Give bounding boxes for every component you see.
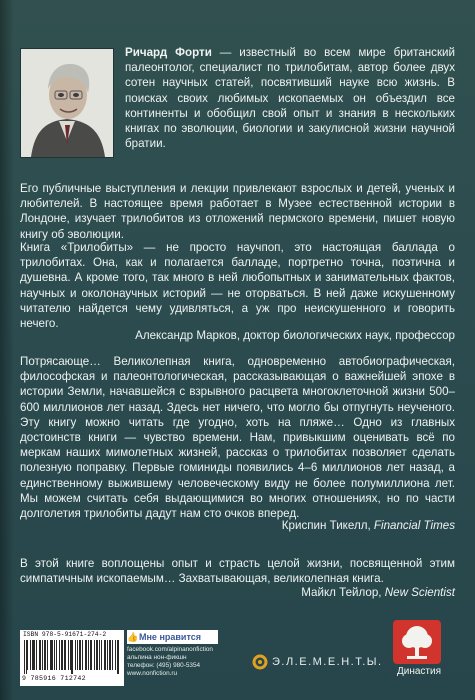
author-bio-text: — известный во всем мире британский палеонтолог, специалист по трилобитам, автор более двух сотен научных статей, посвятивший науке всю жизнь. В поисках своих любимых ископаемых он объездил все континенты и обобщил свой опыт и знания в нескольких книгах по эволюции, биологии и закулисной жизни научной братии.: [125, 46, 455, 151]
barcode-bar: [85, 640, 86, 670]
barcode-bar: [54, 640, 55, 670]
barcode-bar: [40, 640, 41, 670]
barcode-bar: [75, 640, 76, 670]
barcode-bar: [104, 640, 105, 670]
barcode-bar: [70, 640, 71, 670]
barcode-digits: 9 785916 712742: [22, 675, 86, 682]
barcode-bar: [77, 640, 78, 670]
review-author-2: [282, 518, 455, 533]
facebook-like-icon: 👍: [127, 632, 139, 642]
barcode-bar: [97, 640, 98, 670]
barcode-bar: [50, 640, 51, 670]
barcode-bar: [109, 640, 110, 670]
review-source-3: New Scientist: [384, 586, 455, 599]
facebook-like-label: Мне нравится: [139, 632, 201, 642]
barcode-bar: [27, 640, 28, 670]
review-quote-2: Потрясающе… Великолепная книга, одновременно автобиографическая, философская и палеонтологическая, рассказывающая о важнейшей эпохе в истории Земли, начавшейся с взрывного расцвета многоклеточной жизни 500–600 миллионов лет назад. Здесь нет ничего, что могло бы отпугнуть неученого. Эту книгу можно читать где угодно, хоть на пляже… Одно из главных достоинств книги — чувство времени. Нам, привыкшим оценивать всё по меркам наших мимолетных жизней, рассказ о трилобитах позволяет сделать полезную поправку. Первые гоминиды появились 4–6 миллионов лет назад, а единственному выжившему человеческому виду не более полумиллиона лет. Мы можем считать себя выдающимися во многих отношениях, но по части долголетия трилобиты дадут нам сто очков вперед.: [20, 355, 455, 521]
barcode-bar: [44, 640, 45, 670]
dynasty-label: Династия: [396, 666, 442, 677]
elements-logo-text: Э.Л.Е.М.Е.Н.Т.Ы.: [272, 656, 383, 668]
review-source-2: Financial Times: [373, 519, 455, 532]
barcode-bars: [24, 640, 120, 674]
publisher-website[interactable]: www.nonfiction.ru: [127, 670, 178, 677]
barcode-bar: [26, 640, 27, 674]
review-author-3-name: Майкл Тейлор,: [301, 586, 385, 599]
dynasty-logo: [383, 620, 453, 690]
isbn-number: ISBN 978-5-91671-274-2: [23, 631, 107, 638]
barcode-bar: [47, 640, 48, 670]
barcode-bar: [71, 640, 72, 674]
barcode-bar: [118, 640, 119, 674]
barcode-bar: [91, 640, 92, 670]
review-author-2-name: Криспин Тикелл,: [281, 519, 374, 532]
review-author-3: [301, 585, 455, 600]
barcode-bar: [101, 640, 102, 670]
barcode-bar: [82, 640, 83, 670]
review-author-1: [135, 328, 455, 343]
barcode-bar: [61, 640, 62, 670]
barcode-bar: [90, 640, 91, 670]
barcode-bar: [59, 640, 60, 670]
barcode-bar: [107, 640, 108, 670]
elements-logo: [252, 652, 392, 674]
barcode-bar: [64, 640, 65, 670]
barcode-bar: [86, 640, 87, 670]
author-photo: [20, 48, 114, 158]
barcode-bar: [30, 640, 31, 670]
review-quote-1: Книга «Трилобиты» — не просто научпоп, это настоящая баллада о трилобитах. Она, как и полагается балладе, портретно точна, поэтична и душевна. А кроме того, так много в ней любопытных и занимательных фактов, научных и околонаучных историй — не оторваться. В ней даже искушенному читателю найдется чему удивляться, а уж про неискушенного и говорить нечего.: [20, 241, 455, 331]
barcode-bar: [33, 640, 34, 670]
publisher-phone: телефон: (495) 980-5354: [127, 662, 201, 669]
barcode-bar: [79, 640, 80, 670]
barcode-bar: [32, 640, 33, 670]
barcode-bar: [65, 640, 66, 670]
barcode-bar: [24, 640, 25, 674]
barcode-bar: [42, 640, 43, 670]
barcode-bar: [117, 640, 118, 674]
facebook-like-badge[interactable]: [127, 630, 218, 644]
barcode-bar: [110, 640, 111, 670]
barcode-bar: [62, 640, 63, 670]
barcode-bar: [105, 640, 106, 670]
author-name: Ричард Форти: [125, 46, 212, 59]
barcode-bar: [45, 640, 46, 670]
barcode-bar: [96, 640, 97, 670]
review-quote-3: В этой книге воплощены опыт и страсть целой жизни, посвященной этим симпатичным ископаемым… Захватывающая, великолепная книга.: [20, 557, 455, 586]
barcode-bar: [52, 640, 53, 670]
spine-shadow: [0, 0, 14, 700]
barcode-bar: [94, 640, 95, 670]
facebook-url[interactable]: facebook.com/alpinanonfiction: [127, 646, 213, 653]
barcode-bar: [68, 640, 69, 670]
barcode-bar: [80, 640, 81, 670]
publisher-name: альпина нон-фикшн: [127, 654, 187, 661]
barcode-bar: [56, 640, 57, 670]
barcode-bar: [39, 640, 40, 670]
barcode-bar: [51, 640, 52, 670]
barcode-bar: [72, 640, 73, 674]
barcode-bar: [115, 640, 116, 670]
barcode-bar: [36, 640, 37, 670]
barcode-bar: [88, 640, 89, 670]
barcode: [20, 630, 124, 686]
author-bio-intro: [125, 45, 455, 151]
review-author-1-name: Александр Марков, доктор биологических наук, профессор: [135, 329, 455, 342]
elements-ring-icon: [252, 654, 268, 670]
barcode-bar: [34, 640, 35, 670]
barcode-bar: [112, 640, 113, 670]
barcode-bar: [99, 640, 100, 670]
dynasty-tree-icon: [393, 620, 441, 664]
author-bio-continued: Его публичные выступления и лекции привлекают взрослых и детей, ученых и любителей. В настоящее время работает в Музее естественной истории в Лондоне, изучает трилобитов из отложений пермского времени, пишет новую книгу об эволюции.: [20, 182, 455, 241]
